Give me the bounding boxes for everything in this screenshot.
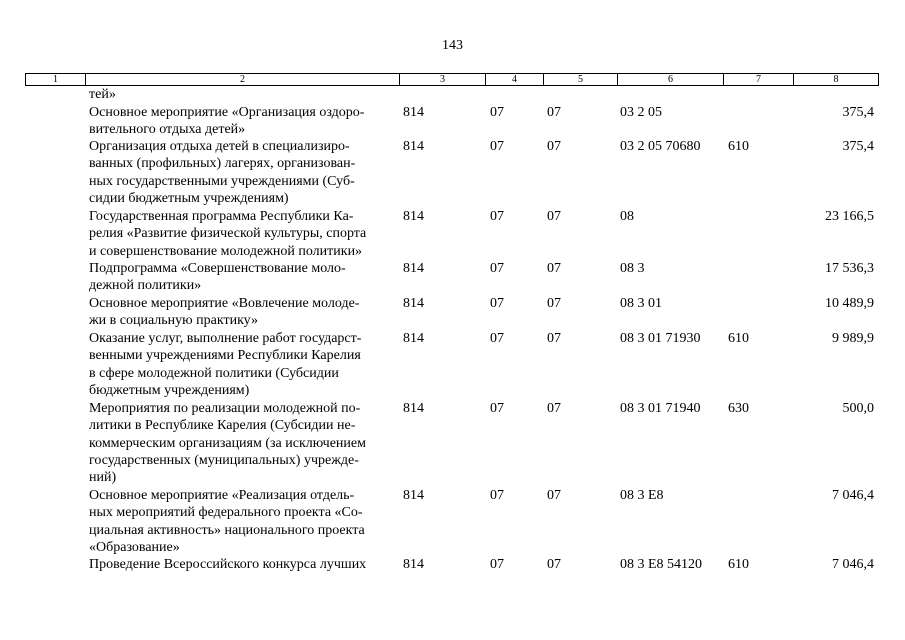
- amount: 7 046,4: [832, 488, 874, 503]
- row-description-line: ванных (профильных) лагерях, организован-: [89, 156, 356, 172]
- row-description-line: и совершенствование молодежной политики»: [89, 243, 363, 259]
- table-row: [0, 208, 905, 260]
- row-description-line: Основное мероприятие «Организация оздоро-: [89, 105, 365, 120]
- section-code: 07: [490, 557, 504, 572]
- row-description-line: Оказание услуг, выполнение работ государст-: [89, 331, 362, 346]
- amount: 10 489,9: [825, 296, 874, 311]
- subsection-code: 07: [547, 488, 561, 503]
- expense-type-code: 630: [728, 401, 749, 416]
- target-article-code: 08 3 01 71930: [620, 331, 701, 346]
- row-description-line: в сфере молодежной политики (Субсидии: [89, 365, 339, 381]
- header-col-1: 1: [26, 74, 86, 85]
- header-col-6: 6: [618, 74, 724, 85]
- ministry-code: 814: [403, 557, 424, 572]
- amount: 500,0: [842, 401, 874, 416]
- row-description: [89, 104, 394, 139]
- target-article-code: 08 3 E8 54120: [620, 557, 703, 572]
- row-description-line: Государственная программа Республики Ка-: [89, 209, 354, 224]
- row-description: [89, 487, 394, 556]
- header-col-8: 8: [833, 74, 839, 85]
- row-description-line: бюджетным учреждениям): [89, 382, 250, 398]
- row-description: [89, 295, 394, 330]
- amount: 17 536,3: [825, 261, 874, 276]
- amount: 23 166,5: [825, 209, 874, 224]
- subsection-code: 07: [547, 139, 561, 154]
- subsection-code: 07: [547, 209, 561, 224]
- ministry-code: 814: [403, 139, 424, 154]
- target-article-code: 08 3: [620, 261, 645, 276]
- row-description-line: жи в социальную практику»: [89, 313, 259, 329]
- section-code: 07: [490, 401, 504, 416]
- section-code: 07: [490, 331, 504, 346]
- target-article-code: 08: [620, 209, 634, 224]
- target-article-code: 03 2 05: [620, 105, 662, 120]
- row-description-line: литики в Республике Карелия (Субсидии не-: [89, 418, 356, 434]
- ministry-code: 814: [403, 401, 424, 416]
- row-description-line: тей»: [89, 87, 116, 102]
- row-description-line: сидии бюджетным учреждениям): [89, 190, 289, 206]
- row-description-line: релия «Развитие физической культуры, спорта: [89, 226, 367, 242]
- row-description-line: дежной политики»: [89, 278, 202, 294]
- row-description: [89, 138, 394, 207]
- section-code: 07: [490, 261, 504, 276]
- row-description-line: ных государственными учреждениями (Суб-: [89, 173, 355, 189]
- subsection-code: 07: [547, 557, 561, 572]
- header-col-4: 4: [486, 74, 544, 85]
- table-header: [25, 73, 879, 86]
- subsection-code: 07: [547, 261, 561, 276]
- subsection-code: 07: [547, 105, 561, 120]
- table-row: [0, 295, 905, 330]
- row-description: [89, 86, 394, 103]
- section-code: 07: [490, 296, 504, 311]
- row-description-line: ных мероприятий федерального проекта «Со-: [89, 505, 363, 521]
- row-description-line: Организация отдыха детей в специализиро-: [89, 139, 350, 154]
- row-description: [89, 400, 394, 486]
- row-description-line: вительного отдыха детей»: [89, 122, 246, 138]
- row-description: [89, 260, 394, 295]
- row-description-line: коммерческим организациям (за исключением: [89, 435, 366, 451]
- ministry-code: 814: [403, 261, 424, 276]
- table-row: [0, 138, 905, 207]
- ministry-code: 814: [403, 488, 424, 503]
- section-code: 07: [490, 139, 504, 154]
- target-article-code: 08 3 01 71940: [620, 401, 701, 416]
- expense-type-code: 610: [728, 331, 749, 346]
- header-col-3: 3: [400, 74, 486, 85]
- table-row: [0, 487, 905, 556]
- page-number: 143: [442, 38, 463, 53]
- expense-type-code: 610: [728, 557, 749, 572]
- table-row: [0, 104, 905, 139]
- table-row: [0, 86, 905, 103]
- row-description-line: Основное мероприятие «Реализация отдель-: [89, 488, 355, 503]
- row-description: [89, 208, 394, 260]
- table-row: [0, 400, 905, 486]
- header-col-2: 2: [86, 74, 400, 85]
- row-description-line: государственных (муниципальных) учрежде-: [89, 452, 359, 468]
- ministry-code: 814: [403, 209, 424, 224]
- subsection-code: 07: [547, 331, 561, 346]
- table-row: [0, 260, 905, 295]
- row-description-line: Мероприятия по реализации молодежной по-: [89, 401, 361, 416]
- row-description: [89, 330, 394, 399]
- section-code: 07: [490, 209, 504, 224]
- target-article-code: 08 3 E8: [620, 488, 664, 503]
- row-description-line: венными учреждениями Республики Карелия: [89, 348, 361, 364]
- row-description-line: Проведение Всероссийского конкурса лучших: [89, 557, 367, 572]
- header-col-5: 5: [544, 74, 618, 85]
- target-article-code: 08 3 01: [620, 296, 662, 311]
- row-description: [89, 556, 394, 573]
- ministry-code: 814: [403, 105, 424, 120]
- row-description-line: ний): [89, 470, 117, 486]
- target-article-code: 03 2 05 70680: [620, 139, 701, 154]
- amount: 375,4: [842, 105, 874, 120]
- section-code: 07: [490, 488, 504, 503]
- amount: 7 046,4: [832, 557, 874, 572]
- amount: 375,4: [842, 139, 874, 154]
- table-row: [0, 556, 905, 573]
- ministry-code: 814: [403, 331, 424, 346]
- subsection-code: 07: [547, 296, 561, 311]
- row-description-line: «Образование»: [89, 539, 180, 555]
- row-description-line: Основное мероприятие «Вовлечение молоде-: [89, 296, 360, 311]
- amount: 9 989,9: [832, 331, 874, 346]
- row-description-line: Подпрограмма «Совершенствование моло-: [89, 261, 346, 276]
- row-description-line: циальная активность» национального проекта: [89, 522, 365, 538]
- expense-type-code: 610: [728, 139, 749, 154]
- table-row: [0, 330, 905, 399]
- section-code: 07: [490, 105, 504, 120]
- ministry-code: 814: [403, 296, 424, 311]
- subsection-code: 07: [547, 401, 561, 416]
- header-col-7: 7: [724, 74, 794, 85]
